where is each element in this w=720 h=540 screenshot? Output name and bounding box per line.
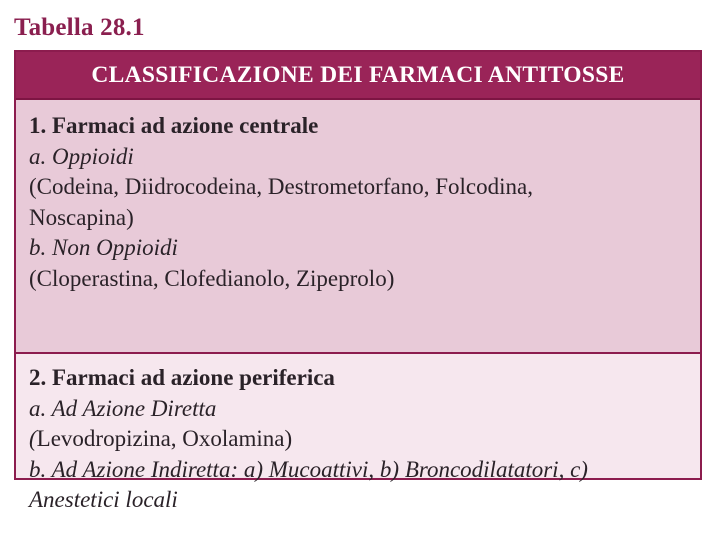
open-paren: (	[29, 426, 37, 451]
subcategory-label: Anestetici locali	[29, 487, 178, 512]
subcategory-label: b. Non Oppioidi	[29, 235, 178, 260]
subcategory-label: a. Ad Azione Diretta	[29, 395, 217, 421]
classification-table	[14, 50, 702, 512]
section-peripheral-action	[16, 352, 700, 512]
subcategory-label: a. Oppioidi	[29, 143, 134, 169]
table-header-text: CLASSIFICAZIONE DEI FARMACI ANTITOSSE	[91, 62, 625, 88]
table-title: Tabella 28.1	[14, 14, 145, 41]
drug-examples: (Codeina, Diidrocodeina, Destrometorfano, Folcodina,	[29, 174, 533, 199]
table-header	[16, 52, 700, 100]
drug-examples: Noscapina)	[29, 204, 134, 230]
section-heading: 2. Farmaci ad azione periferica	[29, 365, 335, 390]
subcategory-label: b. Ad Azione Indiretta: a) Mucoattivi, b) Broncodilatatori, c)	[29, 456, 588, 482]
section-central-action	[16, 100, 700, 352]
drug-examples	[29, 424, 700, 455]
drug-examples: (Cloperastina, Clofedianolo, Zipeprolo)	[29, 265, 395, 291]
drug-examples-text: Levodropizina, Oxolamina)	[36, 426, 293, 451]
section-heading: 1. Farmaci ad azione centrale	[29, 113, 319, 138]
